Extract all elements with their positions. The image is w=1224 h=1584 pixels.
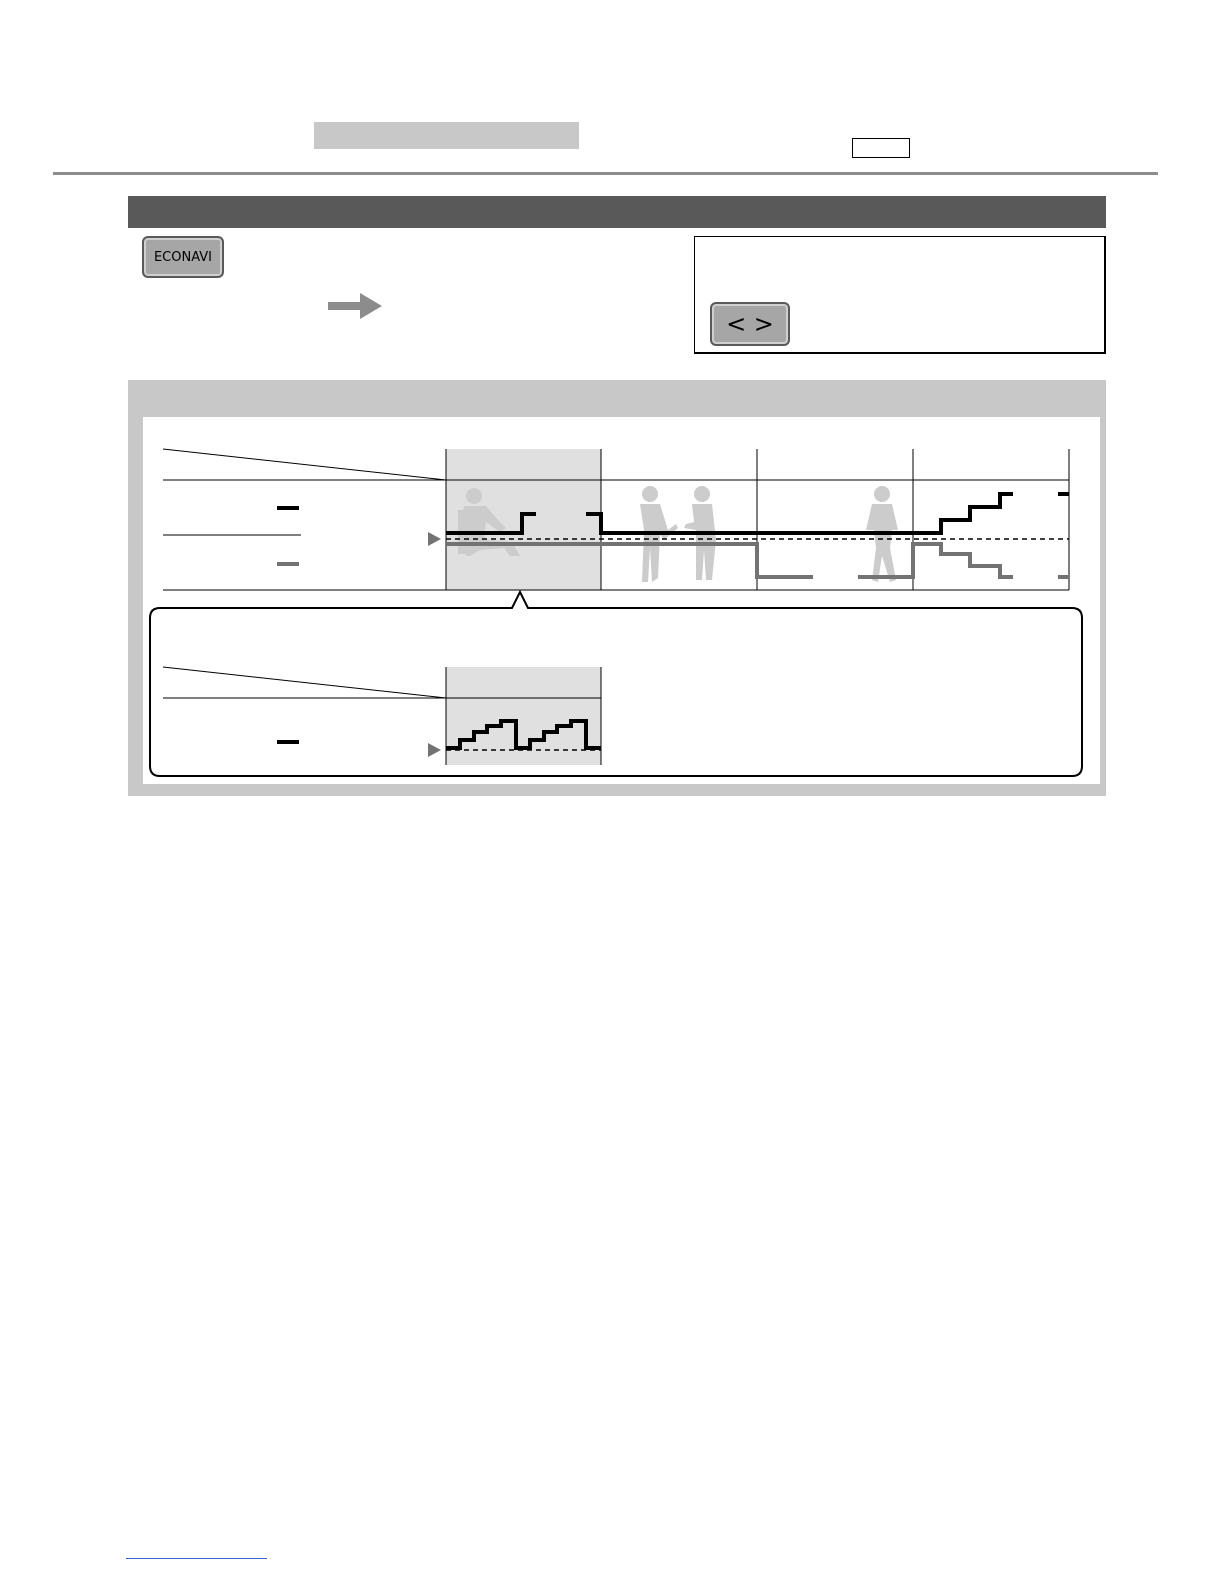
econavi-button[interactable]: ECONAVI [142,236,224,278]
grey-line-marker [277,562,299,566]
black-line-marker [277,506,299,510]
footer-link-underline[interactable] [126,1558,267,1559]
corner-diagonal [163,449,446,480]
callout-box [150,592,1082,776]
reference-marker [428,532,441,546]
callout-highlight-zone [446,667,601,765]
left-right-button[interactable]: < > [710,302,790,346]
callout-black-line-marker [277,740,299,744]
